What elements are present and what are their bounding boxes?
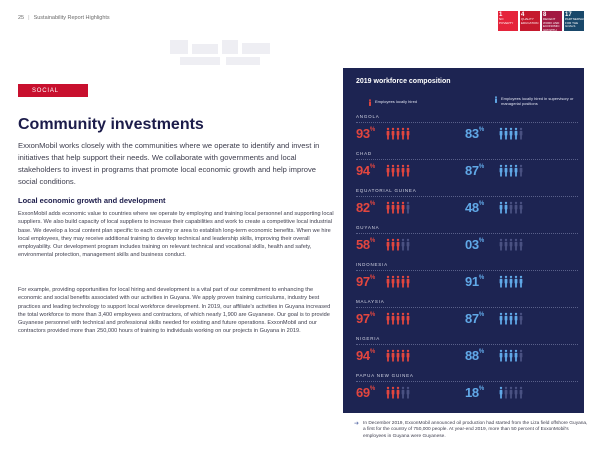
person-icon-local xyxy=(368,99,372,106)
supervisory-percent: 87% xyxy=(465,163,484,178)
local-pictogram xyxy=(386,275,410,288)
person-icon xyxy=(504,238,508,251)
person-icon xyxy=(406,386,410,399)
person-icon xyxy=(509,349,513,362)
person-icon xyxy=(499,127,503,140)
body-paragraph-1: ExxonMobil adds economic value to countries where we operate by employing and training local personnel and supporting local suppliers. We also build capacity of local suppliers to increase their capabilities and work to create a competitive local industrial base. We develop a local content plan specific to each country or area to establish long-term economic benefits. When we hire local employees, they may receive additional training to develop technical and leadership skills, improving their overall employability. Our development program includes training on relevant technical and vocational skills, health and safety, environmental protection, management skills and business conduct. xyxy=(18,211,334,259)
person-icon xyxy=(386,386,390,399)
country-name: PAPUA NEW GUINEA xyxy=(356,373,414,378)
header-section-title: Sustainability Report Highlights xyxy=(33,15,110,21)
sdg-1-icon xyxy=(498,11,518,31)
person-icon xyxy=(396,238,400,251)
person-icon xyxy=(386,201,390,214)
person-icon xyxy=(386,238,390,251)
local-pictogram xyxy=(386,349,410,362)
local-pictogram xyxy=(386,201,410,214)
arrow-right-icon: ➜ xyxy=(354,421,360,427)
page-number: 25 xyxy=(18,15,25,21)
sdg-icon-strip xyxy=(498,11,589,32)
local-percent: 93% xyxy=(356,126,375,141)
person-icon xyxy=(509,275,513,288)
supervisory-pictogram xyxy=(499,275,523,288)
country-row-guyana xyxy=(356,225,578,256)
sdg-number: 4 xyxy=(521,12,525,18)
person-icon xyxy=(504,201,508,214)
person-icon xyxy=(406,164,410,177)
supervisory-pictogram xyxy=(499,164,523,177)
supervisory-percent: 91% xyxy=(465,274,484,289)
supervisory-percent: 83% xyxy=(465,126,484,141)
person-icon xyxy=(391,164,395,177)
country-name: GUYANA xyxy=(356,225,380,230)
person-icon xyxy=(499,386,503,399)
sdg-label: DECENT WORK AND ECONOMIC GROWTH xyxy=(543,17,560,32)
supervisory-pictogram xyxy=(499,349,523,362)
legend-supervisory xyxy=(494,96,580,106)
local-percent: 69% xyxy=(356,385,375,400)
person-icon xyxy=(396,164,400,177)
country-name: EQUATORIAL GUINEA xyxy=(356,188,417,193)
person-icon xyxy=(514,201,518,214)
footnote-text: In December 2019, ExxonMobil announced oil production had started from the Liza field offshore Guyana, a first for the country of 750,000 people. At year-end 2019, more than 50 percent of ExxonMobil's employees in Guyana were Guyanese. xyxy=(363,421,588,439)
person-icon xyxy=(509,201,513,214)
person-icon xyxy=(509,386,513,399)
subheading: Local economic growth and development xyxy=(18,196,166,205)
person-icon xyxy=(396,386,400,399)
supervisory-pictogram xyxy=(499,201,523,214)
legend-supervisory-label: Employees locally hired in supervisory or managerial positions xyxy=(501,96,574,106)
person-icon xyxy=(519,164,523,177)
person-icon xyxy=(396,201,400,214)
local-percent: 58% xyxy=(356,237,375,252)
person-icon xyxy=(504,275,508,288)
supervisory-pictogram xyxy=(499,127,523,140)
person-icon xyxy=(519,275,523,288)
country-row-papua-new-guinea xyxy=(356,373,578,404)
sdg-label: PARTNERSHIPS FOR THE GOALS xyxy=(565,17,589,28)
country-name: INDONESIA xyxy=(356,262,388,267)
supervisory-percent: 88% xyxy=(465,348,484,363)
panel-legend xyxy=(356,96,578,110)
country-row-indonesia xyxy=(356,262,578,293)
footnote xyxy=(354,421,588,440)
decorative-watermark xyxy=(170,40,270,66)
supervisory-percent: 18% xyxy=(465,385,484,400)
section-badge: SOCIAL xyxy=(18,84,88,97)
person-icon xyxy=(504,127,508,140)
person-icon xyxy=(391,127,395,140)
supervisory-pictogram xyxy=(499,386,523,399)
person-icon xyxy=(509,312,513,325)
country-row-malaysia xyxy=(356,299,578,330)
person-icon xyxy=(514,349,518,362)
person-icon xyxy=(499,275,503,288)
supervisory-pictogram xyxy=(499,238,523,251)
local-pictogram xyxy=(386,386,410,399)
body-paragraph-2: For example, providing opportunities for local hiring and development is a vital part of our commitment to enhancing the economic and social benefits associated with our activities in Guyana. We apply proven training curriculums, industry best practices and leading technology to support local workforce development. In 2019, our affiliate's activities in Guyana increased the total workforce to more than 3,400 employees and contractors, of which nearly 1,900 are Guyanese. Our goal is to provide Guyanese personnel with technical and professional skills needed for existing and future operations. ExxonMobil and our contractors provided more than 250,000 hours of training to individuals working on our projects in Guyana in 2019. xyxy=(18,287,331,335)
person-icon xyxy=(514,386,518,399)
intro-paragraph: ExxonMobil works closely with the communities where we operate to identify and invest in initiatives that help support their needs. We collaborate with governments and local stakeholders to invest in programs that promote local economic growth and help improve social conditions. xyxy=(18,141,320,186)
person-icon xyxy=(401,238,405,251)
country-row-equatorial-guinea xyxy=(356,188,578,219)
sdg-number: 17 xyxy=(565,12,572,18)
person-icon xyxy=(519,312,523,325)
person-icon xyxy=(519,386,523,399)
sdg-17-icon xyxy=(564,11,589,31)
person-icon xyxy=(391,275,395,288)
page-title: Community investments xyxy=(18,116,204,133)
local-pictogram xyxy=(386,312,410,325)
panel-title: 2019 workforce composition xyxy=(356,78,451,85)
sdg-label: NO POVERTY xyxy=(499,17,514,25)
person-icon xyxy=(499,238,503,251)
workforce-panel xyxy=(343,68,584,413)
sdg-4-icon xyxy=(520,11,540,31)
country-name: NIGERIA xyxy=(356,336,381,341)
person-icon xyxy=(401,386,405,399)
local-pictogram xyxy=(386,238,410,251)
person-icon xyxy=(519,349,523,362)
legend-local xyxy=(368,99,417,106)
person-icon xyxy=(401,275,405,288)
person-icon xyxy=(504,312,508,325)
person-icon xyxy=(386,164,390,177)
person-icon xyxy=(509,238,513,251)
person-icon xyxy=(386,349,390,362)
country-row-chad xyxy=(356,151,578,182)
person-icon xyxy=(391,386,395,399)
person-icon xyxy=(519,201,523,214)
local-percent: 97% xyxy=(356,311,375,326)
person-icon xyxy=(519,238,523,251)
person-icon xyxy=(406,275,410,288)
person-icon xyxy=(509,127,513,140)
person-icon xyxy=(504,349,508,362)
person-icon xyxy=(401,349,405,362)
local-percent: 94% xyxy=(356,348,375,363)
person-icon xyxy=(514,127,518,140)
person-icon xyxy=(514,164,518,177)
person-icon xyxy=(401,201,405,214)
country-name: CHAD xyxy=(356,151,372,156)
person-icon xyxy=(406,127,410,140)
sdg-number: 8 xyxy=(543,12,547,18)
person-icon xyxy=(386,127,390,140)
person-icon xyxy=(396,312,400,325)
local-percent: 94% xyxy=(356,163,375,178)
person-icon xyxy=(514,238,518,251)
local-percent: 82% xyxy=(356,200,375,215)
person-icon-supervisory xyxy=(494,96,498,103)
country-row-nigeria xyxy=(356,336,578,367)
person-icon xyxy=(499,164,503,177)
country-name: MALAYSIA xyxy=(356,299,385,304)
person-icon xyxy=(401,164,405,177)
person-icon xyxy=(406,238,410,251)
person-icon xyxy=(499,201,503,214)
page-header: 25 | Sustainability Report Highlights xyxy=(18,15,110,21)
person-icon xyxy=(504,386,508,399)
person-icon xyxy=(396,275,400,288)
supervisory-percent: 87% xyxy=(465,311,484,326)
legend-local-label: Employees locally hired xyxy=(375,99,418,104)
person-icon xyxy=(386,275,390,288)
person-icon xyxy=(391,201,395,214)
person-icon xyxy=(509,164,513,177)
person-icon xyxy=(401,127,405,140)
sdg-label: QUALITY EDUCATION xyxy=(521,17,539,25)
person-icon xyxy=(514,312,518,325)
person-icon xyxy=(386,312,390,325)
person-icon xyxy=(504,164,508,177)
person-icon xyxy=(514,275,518,288)
local-pictogram xyxy=(386,164,410,177)
person-icon xyxy=(391,349,395,362)
person-icon xyxy=(396,349,400,362)
person-icon xyxy=(499,312,503,325)
person-icon xyxy=(391,238,395,251)
person-icon xyxy=(396,127,400,140)
sdg-8-icon xyxy=(542,11,562,31)
supervisory-pictogram xyxy=(499,312,523,325)
supervisory-percent: 03% xyxy=(465,237,484,252)
person-icon xyxy=(406,201,410,214)
person-icon xyxy=(406,349,410,362)
person-icon xyxy=(401,312,405,325)
person-icon xyxy=(519,127,523,140)
local-pictogram xyxy=(386,127,410,140)
local-percent: 97% xyxy=(356,274,375,289)
country-name: ANGOLA xyxy=(356,114,380,119)
supervisory-percent: 48% xyxy=(465,200,484,215)
person-icon xyxy=(499,349,503,362)
person-icon xyxy=(406,312,410,325)
person-icon xyxy=(391,312,395,325)
sdg-number: 1 xyxy=(499,12,503,18)
country-row-angola xyxy=(356,114,578,145)
